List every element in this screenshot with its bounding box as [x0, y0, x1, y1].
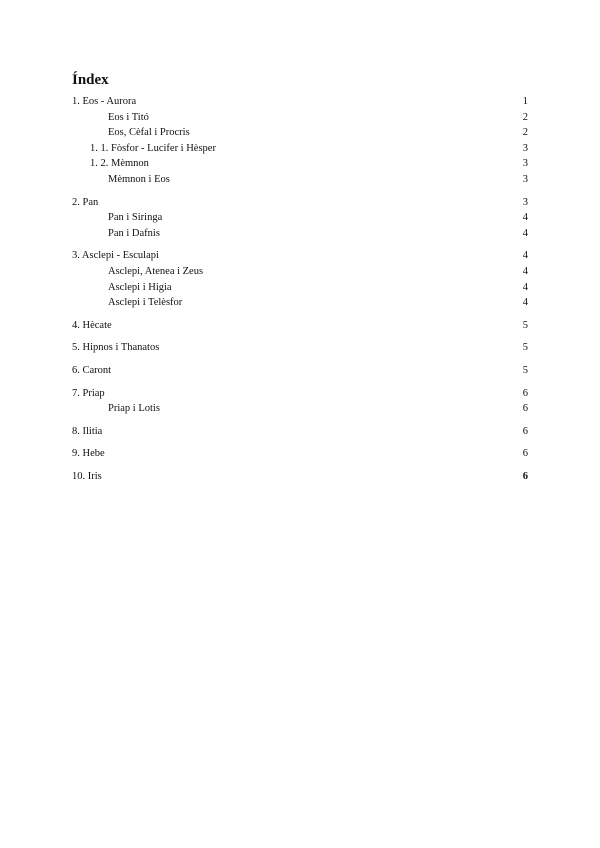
toc-entry-page-number: 5 [522, 364, 528, 376]
toc-entry[interactable] [72, 264, 528, 280]
toc-entry-page-number: 4 [522, 212, 528, 224]
page-title: Índex [72, 72, 109, 88]
toc-entry-label: Asclepi i Higia [108, 281, 172, 293]
toc-entry-label: Eos i Titó [108, 111, 149, 123]
toc-entry-page-number: 5 [522, 342, 528, 354]
toc-entry-label: 3. Asclepi - Esculapi [72, 250, 159, 262]
toc-entry[interactable] [72, 226, 528, 242]
toc-entry-label: Pan i Siringa [108, 212, 163, 224]
toc-entry-label: Asclepi i Telèsfor [108, 297, 183, 309]
toc-entry-page-number: 4 [522, 281, 528, 293]
toc-entry-label: 10. Iris [72, 470, 102, 482]
toc-entry[interactable] [72, 280, 528, 296]
toc-entry-page-number: 2 [522, 111, 528, 123]
toc-entry-page-number: 5 [522, 319, 528, 331]
toc-entry-label: 4. Hècate [72, 319, 112, 331]
toc-entry-label: 2. Pan [72, 196, 99, 208]
toc-entry[interactable] [72, 141, 528, 157]
toc-entry-label: 6. Caront [72, 364, 112, 376]
toc-entry-page-number: 2 [522, 127, 528, 139]
toc-entry[interactable] [72, 469, 528, 485]
toc-entry-page-number: 6 [522, 425, 528, 437]
toc-entry-label: 8. Ilitia [72, 425, 103, 437]
toc-entry[interactable] [72, 110, 528, 126]
toc-entry-page-number: 1 [522, 96, 528, 107]
toc-entry[interactable] [72, 386, 528, 402]
toc-entry[interactable] [72, 340, 528, 356]
toc-entry-page-number: 3 [522, 142, 528, 154]
toc-entry[interactable] [72, 248, 528, 264]
toc-entry-page-number: 6 [522, 470, 528, 482]
toc-entry-label: Pan i Dafnis [108, 227, 160, 239]
toc-entry[interactable] [72, 446, 528, 462]
toc-entry[interactable] [72, 156, 528, 172]
toc-entry-label: 5. Hipnos i Thanatos [72, 342, 160, 354]
toc-entry-label: Eos, Cèfal i Procris [108, 127, 190, 139]
toc-entry-label: 9. Hebe [72, 448, 105, 460]
toc-entry-label: 1. 1. Fòsfor - Lucifer i Hèsper [90, 142, 216, 154]
toc-entry-page-number: 3 [522, 158, 528, 170]
toc-entry[interactable] [72, 172, 528, 188]
toc-entry-label: 1. 2. Mèmnon [90, 158, 149, 170]
toc-entry[interactable] [72, 125, 528, 141]
toc-entry-page-number: 3 [522, 196, 528, 208]
toc-entry-label: Asclepi, Atenea i Zeus [108, 265, 204, 277]
toc-entry[interactable] [72, 401, 528, 417]
table-of-contents [72, 94, 528, 484]
toc-entry-page-number: 3 [522, 173, 528, 185]
toc-entry-label: Mèmnon i Eos [108, 173, 170, 185]
toc-entry[interactable] [72, 424, 528, 440]
toc-entry-page-number: 4 [522, 265, 528, 277]
toc-entry-page-number: 4 [522, 250, 528, 262]
toc-entry[interactable] [72, 195, 528, 211]
toc-entry-page-number: 4 [522, 297, 528, 309]
toc-entry-page-number: 4 [522, 227, 528, 239]
toc-entry[interactable] [72, 94, 528, 110]
toc-entry[interactable] [72, 210, 528, 226]
toc-entry-label: 7. Priap [72, 387, 105, 399]
toc-entry[interactable] [72, 363, 528, 379]
toc-entry-page-number: 6 [522, 403, 528, 415]
toc-entry-label: 1. Eos - Aurora [72, 96, 137, 107]
toc-entry-page-number: 6 [522, 448, 528, 460]
toc-entry-label: Priap i Lotis [108, 403, 160, 415]
toc-entry-page-number: 6 [522, 387, 528, 399]
toc-entry[interactable] [72, 295, 528, 311]
toc-entry[interactable] [72, 318, 528, 334]
